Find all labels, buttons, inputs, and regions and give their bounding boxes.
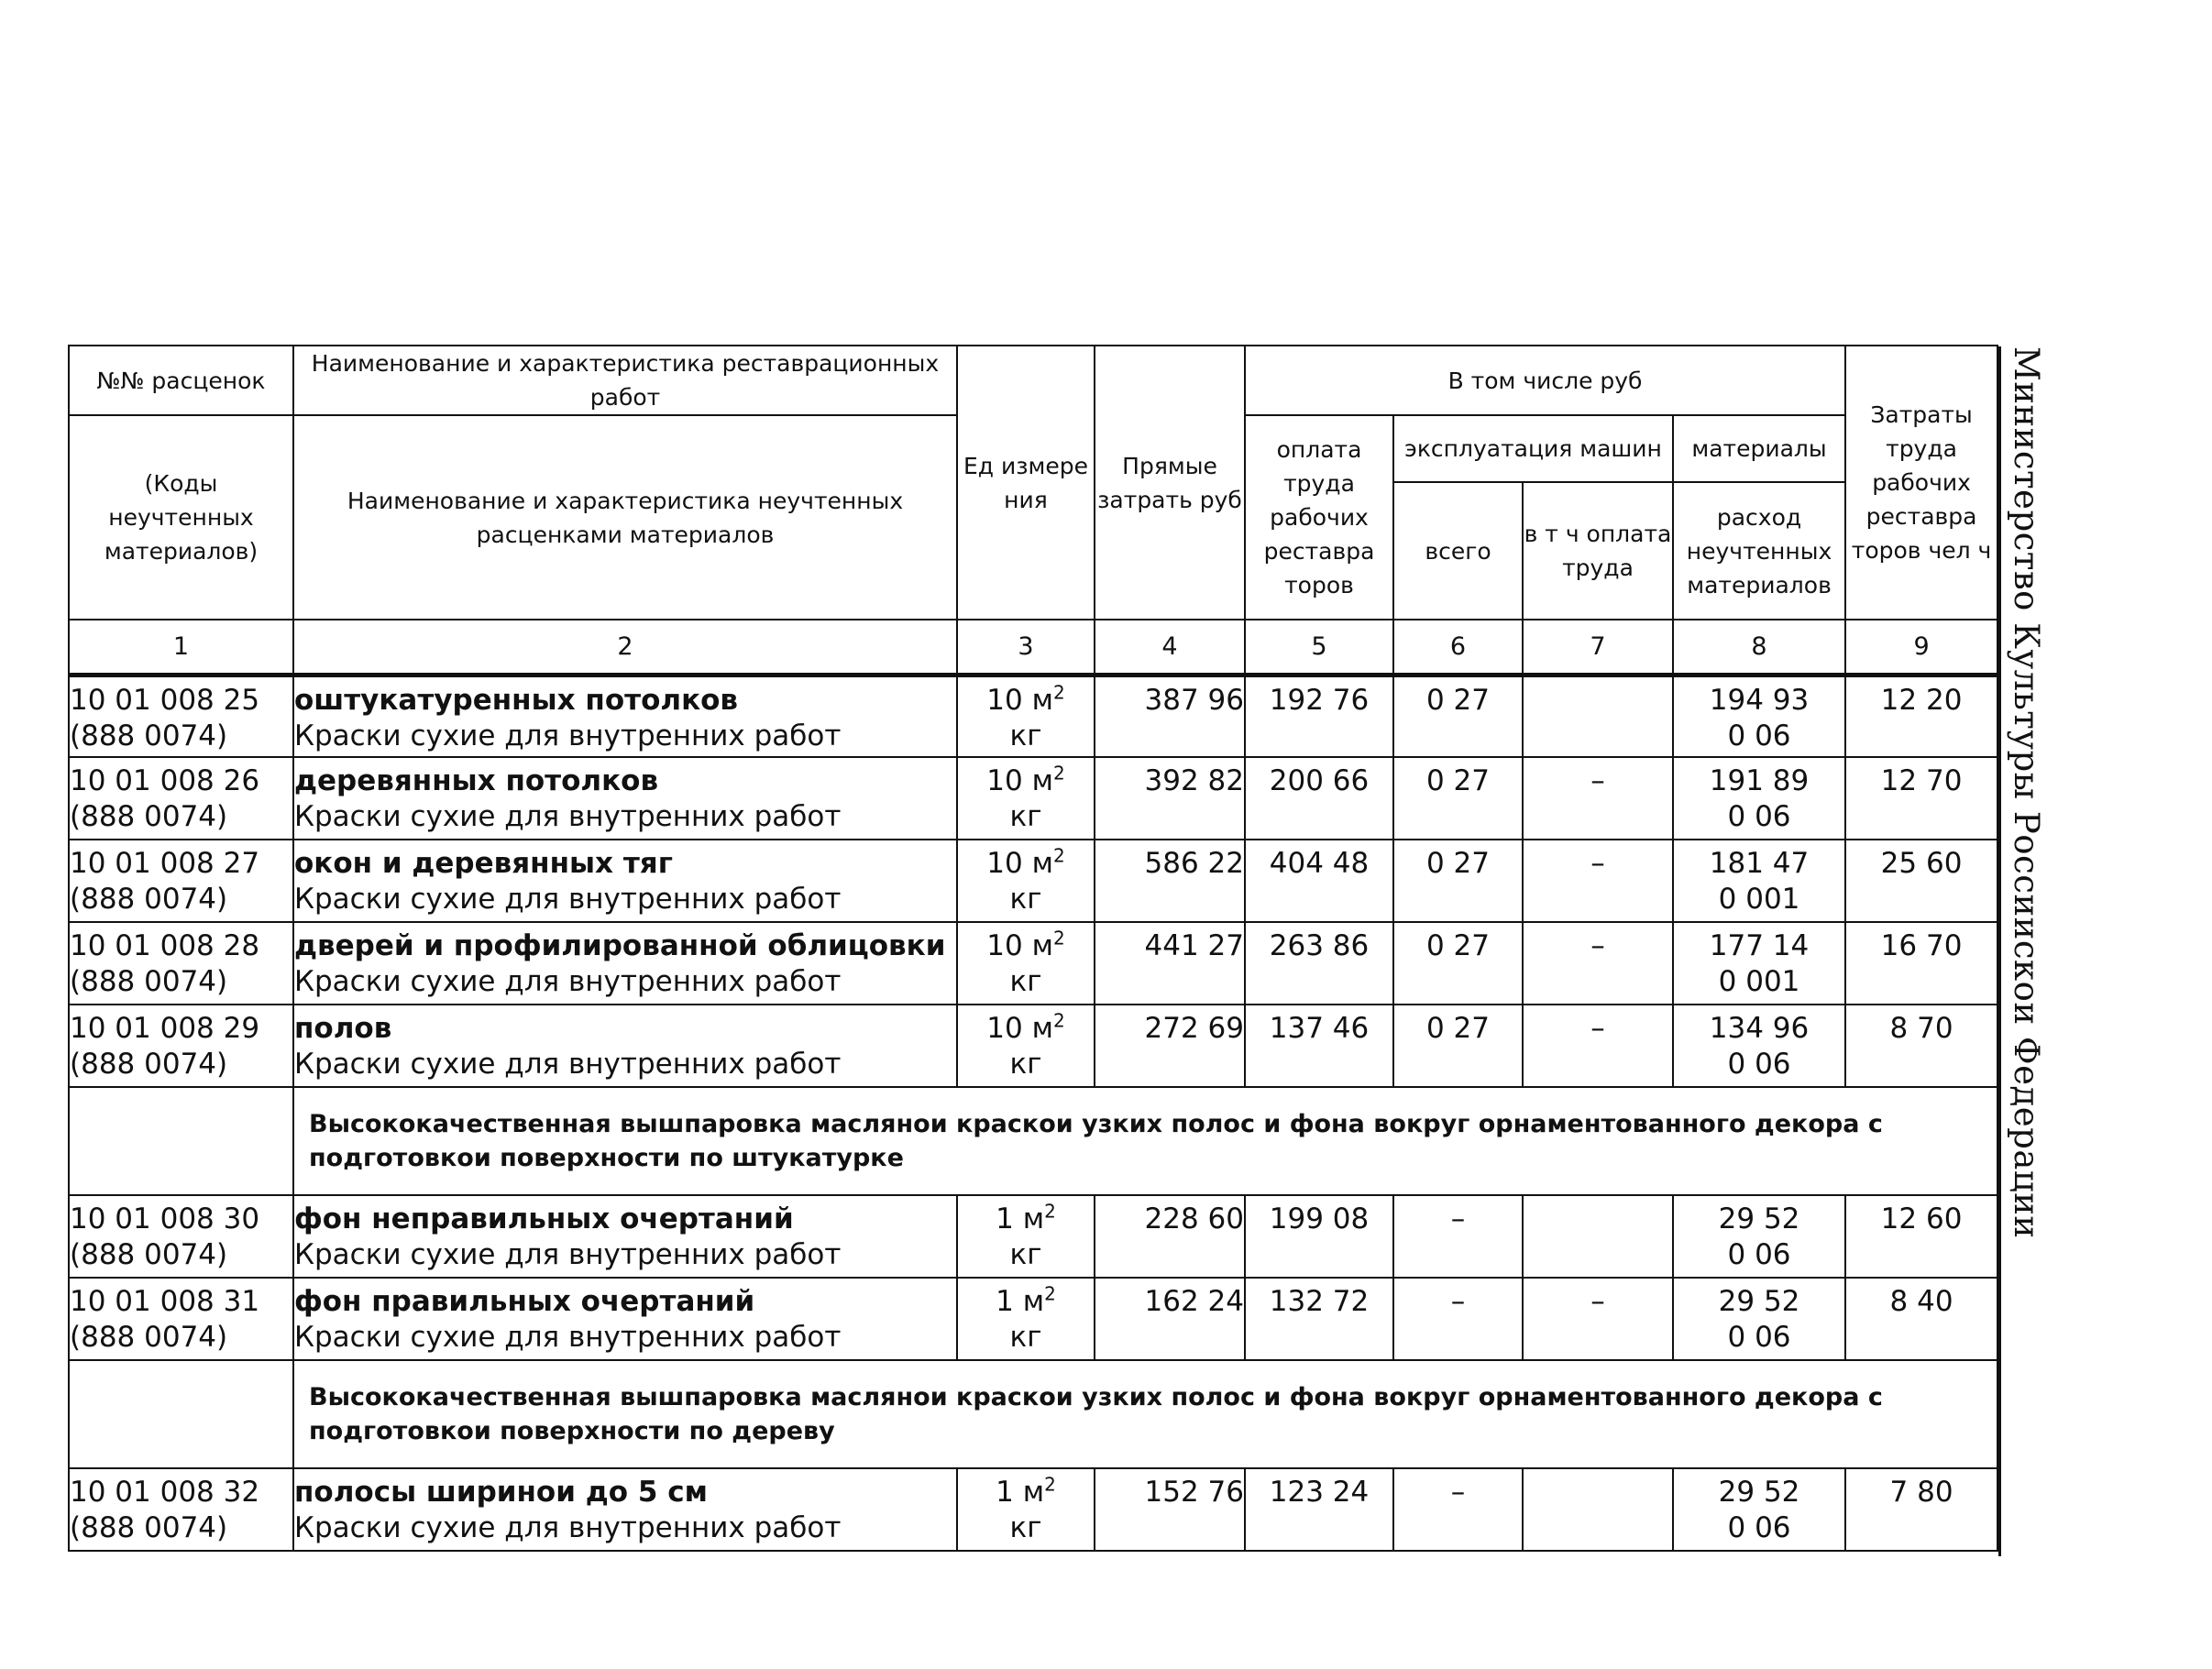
unit-cell (957, 1195, 1095, 1278)
header-material-code: (Коды неучтенных материалов) (69, 415, 293, 620)
machine-cost: – (1450, 1202, 1466, 1235)
column-number: 7 (1523, 620, 1673, 675)
material-name: Краски сухие для внутренних работ (294, 965, 842, 998)
materials-cost: 134 96 (1709, 1012, 1810, 1045)
section-row (69, 1087, 1997, 1195)
machine-labor-cell (1523, 840, 1673, 922)
material-code: (888 0074) (70, 800, 228, 833)
labor-cost-cell (1245, 1195, 1393, 1278)
side-title: Министерство Культуры Россиискои Федерации (2007, 346, 2046, 1239)
labor-hours: 8 70 (1889, 1012, 1953, 1045)
column-number: 6 (1393, 620, 1523, 675)
direct-cost: 392 82 (1144, 764, 1244, 797)
rate-code: 10 01 008 30 (70, 1202, 260, 1235)
header-material-name: Наименование и характеристика неучтенных расценками материалов (293, 415, 957, 620)
column-number: 8 (1673, 620, 1845, 675)
direct-cost-cell (1095, 1195, 1245, 1278)
unit-cell (957, 757, 1095, 840)
section-blank-cell (69, 1087, 293, 1195)
labor-cost: 404 48 (1269, 847, 1370, 880)
labor-cost: 137 46 (1269, 1012, 1370, 1045)
labor-cost: 199 08 (1269, 1202, 1370, 1235)
rate-code-cell (69, 757, 293, 840)
labor-hours-cell (1845, 840, 1997, 922)
labor-cost-cell (1245, 1468, 1393, 1551)
header-machines: эксплуатация машин (1393, 415, 1673, 482)
work-name: фон неправильных очертаний (294, 1202, 794, 1235)
material-code: (888 0074) (70, 965, 228, 998)
machine-labor-cell (1523, 757, 1673, 840)
labor-hours-cell (1845, 1005, 1997, 1087)
machine-cost-cell (1393, 1278, 1523, 1360)
direct-cost-cell (1095, 1278, 1245, 1360)
unit-exponent: 2 (1044, 1473, 1056, 1496)
labor-cost-cell (1245, 1005, 1393, 1087)
labor-cost: 123 24 (1269, 1476, 1370, 1509)
labor-hours-cell (1845, 675, 1997, 757)
work-name: полосы ширинои до 5 см (294, 1476, 708, 1509)
material-name: Краски сухие для внутренних работ (294, 1511, 842, 1544)
material-usage: 0 06 (1727, 1048, 1791, 1081)
material-usage: 0 001 (1718, 883, 1800, 916)
column-number: 2 (293, 620, 957, 675)
unit-cell (957, 840, 1095, 922)
labor-cost-cell (1245, 757, 1393, 840)
unit-cell (957, 1005, 1095, 1087)
labor-hours-cell (1845, 757, 1997, 840)
machine-labor: – (1590, 1285, 1605, 1318)
unit-cell (957, 922, 1095, 1005)
work-name: окон и деревянных тяг (294, 847, 673, 880)
header-unit: Ед измере ния (957, 346, 1095, 620)
material-usage: 0 06 (1727, 800, 1791, 833)
column-number: 4 (1095, 620, 1245, 675)
material-usage: 0 001 (1718, 965, 1800, 998)
materials-cell (1673, 1468, 1845, 1551)
direct-cost-cell (1095, 757, 1245, 840)
machine-cost: 0 27 (1425, 764, 1491, 797)
machine-labor-cell (1523, 1005, 1673, 1087)
materials-cell (1673, 1005, 1845, 1087)
rate-code-cell (69, 840, 293, 922)
material-code: (888 0074) (70, 883, 228, 916)
materials-cost: 177 14 (1709, 929, 1810, 962)
side-rule (1998, 346, 2001, 1556)
labor-hours-cell (1845, 922, 1997, 1005)
header-machines-total: всего (1393, 482, 1523, 620)
unit-exponent: 2 (1044, 1200, 1056, 1223)
machine-cost-cell (1393, 1195, 1523, 1278)
machine-labor-cell (1523, 1195, 1673, 1278)
labor-cost-cell (1245, 675, 1393, 757)
materials-cell (1673, 675, 1845, 757)
unit-exponent: 2 (1044, 1282, 1056, 1305)
machine-labor-cell (1523, 675, 1673, 757)
column-number: 9 (1845, 620, 1997, 675)
labor-cost: 132 72 (1269, 1285, 1370, 1318)
machine-labor-cell (1523, 1278, 1673, 1360)
work-name: полов (294, 1012, 392, 1045)
rate-code-cell (69, 1278, 293, 1360)
unit-exponent: 2 (1052, 844, 1065, 867)
column-number: 1 (69, 620, 293, 675)
machine-cost-cell (1393, 1005, 1523, 1087)
unit-exponent: 2 (1052, 681, 1065, 704)
table-row (69, 840, 1997, 922)
unit: 1 $м^2$ (996, 1200, 1056, 1235)
work-name-cell (293, 922, 957, 1005)
material-name: Краски сухие для внутренних работ (294, 719, 842, 752)
materials-cell (1673, 922, 1845, 1005)
direct-cost: 228 60 (1144, 1202, 1244, 1235)
work-name-cell (293, 1468, 957, 1551)
header-material-usage: расход неучтенных материалов (1673, 482, 1845, 620)
machine-cost-cell (1393, 757, 1523, 840)
machine-cost-cell (1393, 1468, 1523, 1551)
unit-cell (957, 1278, 1095, 1360)
direct-cost-cell (1095, 1468, 1245, 1551)
header-labor: оплата труда рабочих реставра торов (1245, 415, 1393, 620)
material-unit: кг (1009, 1048, 1042, 1081)
material-code: (888 0074) (70, 1321, 228, 1354)
rate-code-cell (69, 1468, 293, 1551)
material-unit: кг (1009, 800, 1042, 833)
labor-hours: 8 40 (1889, 1285, 1953, 1318)
labor-hours: 16 70 (1880, 929, 1963, 962)
materials-cost: 194 93 (1709, 683, 1810, 717)
machine-labor: – (1590, 764, 1605, 797)
materials-cost: 29 52 (1718, 1476, 1800, 1509)
rate-code-cell (69, 922, 293, 1005)
rate-code: 10 01 008 28 (70, 929, 260, 962)
rate-code-cell (69, 675, 293, 757)
machine-labor: – (1590, 1012, 1605, 1045)
machine-cost: 0 27 (1425, 847, 1491, 880)
direct-cost-cell (1095, 840, 1245, 922)
rate-code: 10 01 008 32 (70, 1476, 260, 1509)
direct-cost: 162 24 (1144, 1285, 1244, 1318)
work-name: деревянных потолков (294, 764, 659, 797)
labor-hours-cell (1845, 1278, 1997, 1360)
direct-cost: 272 69 (1144, 1012, 1244, 1045)
work-name-cell (293, 1005, 957, 1087)
material-code: (888 0074) (70, 1048, 228, 1081)
rates-table (68, 345, 1998, 1552)
labor-hours: 12 20 (1880, 683, 1963, 717)
direct-cost-cell (1095, 675, 1245, 757)
unit: 10 $м^2$ (986, 681, 1065, 717)
direct-cost: 441 27 (1144, 929, 1244, 962)
table-row (69, 1195, 1997, 1278)
header-machines-labor: в т ч оплата труда (1523, 482, 1673, 620)
unit: 10 $м^2$ (986, 1009, 1065, 1045)
section-heading: Высококачественная вышпаровка маслянои краскои узких полос и фона вокруг орнаментованного декора с подготовкои поверхности по дереву (293, 1360, 1997, 1468)
materials-cell (1673, 757, 1845, 840)
materials-cell (1673, 1278, 1845, 1360)
material-unit: кг (1009, 1321, 1042, 1354)
table-row (69, 675, 1997, 757)
work-name-cell (293, 1195, 957, 1278)
table-row (69, 922, 1997, 1005)
machine-labor-cell (1523, 922, 1673, 1005)
unit: 10 $м^2$ (986, 844, 1065, 880)
labor-hours: 12 60 (1880, 1202, 1963, 1235)
work-name-cell (293, 757, 957, 840)
materials-cost: 29 52 (1718, 1202, 1800, 1235)
header-direct: Прямые затрать руб (1095, 346, 1245, 620)
unit: 10 $м^2$ (986, 762, 1065, 797)
material-name: Краски сухие для внутренних работ (294, 1048, 842, 1081)
materials-cost: 29 52 (1718, 1285, 1800, 1318)
unit-exponent: 2 (1052, 1009, 1065, 1032)
direct-cost: 152 76 (1144, 1476, 1244, 1509)
work-name: оштукатуренных потолков (294, 683, 739, 717)
material-unit: кг (1009, 965, 1042, 998)
column-number: 5 (1245, 620, 1393, 675)
work-name-cell (293, 840, 957, 922)
material-unit: кг (1009, 719, 1042, 752)
unit: 1 $м^2$ (996, 1282, 1056, 1318)
table-row (69, 1005, 1997, 1087)
work-name: дверей и профилированной облицовки (294, 929, 946, 962)
material-unit: кг (1009, 1238, 1042, 1271)
header-materials: материалы (1673, 415, 1845, 482)
material-usage: 0 06 (1727, 1511, 1791, 1544)
direct-cost-cell (1095, 1005, 1245, 1087)
machine-cost: 0 27 (1425, 929, 1491, 962)
column-number: 3 (957, 620, 1095, 675)
section-heading: Высококачественная вышпаровка маслянои краскои узких полос и фона вокруг орнаментованного декора с подготовкои поверхности по штукатурке (293, 1087, 1997, 1195)
material-usage: 0 06 (1727, 1238, 1791, 1271)
rate-code: 10 01 008 27 (70, 847, 260, 880)
labor-hours: 12 70 (1880, 764, 1963, 797)
labor-cost: 263 86 (1269, 929, 1370, 962)
labor-cost-cell (1245, 840, 1393, 922)
materials-cell (1673, 840, 1845, 922)
machine-labor: – (1590, 847, 1605, 880)
unit-cell (957, 675, 1095, 757)
work-name-cell (293, 675, 957, 757)
material-name: Краски сухие для внутренних работ (294, 1238, 842, 1271)
material-code: (888 0074) (70, 1238, 228, 1271)
material-unit: кг (1009, 1511, 1042, 1544)
unit: 1 $м^2$ (996, 1473, 1056, 1509)
work-name: фон правильных очертаний (294, 1285, 755, 1318)
material-usage: 0 06 (1727, 719, 1791, 752)
machine-cost: – (1450, 1476, 1466, 1509)
labor-cost: 200 66 (1269, 764, 1370, 797)
materials-cost: 181 47 (1709, 847, 1810, 880)
rate-code: 10 01 008 31 (70, 1285, 260, 1318)
header-name: Наименование и характеристика реставрационных работ (293, 346, 957, 415)
materials-cell (1673, 1195, 1845, 1278)
rate-code: 10 01 008 29 (70, 1012, 260, 1045)
table-row (69, 1278, 1997, 1360)
machine-labor: – (1590, 929, 1605, 962)
direct-cost-cell (1095, 922, 1245, 1005)
material-name: Краски сухие для внутренних работ (294, 800, 842, 833)
section-blank-cell (69, 1360, 293, 1468)
labor-hours: 25 60 (1880, 847, 1963, 880)
material-code: (888 0074) (70, 719, 228, 752)
header-code: №№ расценок (69, 346, 293, 415)
labor-hours-cell (1845, 1468, 1997, 1551)
rate-code: 10 01 008 25 (70, 683, 260, 717)
unit-exponent: 2 (1052, 762, 1065, 785)
rate-code-cell (69, 1005, 293, 1087)
unit-exponent: 2 (1052, 927, 1065, 950)
labor-hours-cell (1845, 1195, 1997, 1278)
machine-labor-cell (1523, 1468, 1673, 1551)
rate-code: 10 01 008 26 (70, 764, 260, 797)
unit: 10 $м^2$ (986, 927, 1065, 962)
material-usage: 0 06 (1727, 1321, 1791, 1354)
column-numbers-row (69, 620, 1997, 675)
machine-cost-cell (1393, 675, 1523, 757)
direct-cost: 586 22 (1144, 847, 1244, 880)
labor-cost-cell (1245, 922, 1393, 1005)
direct-cost: 387 96 (1144, 683, 1244, 717)
materials-cost: 191 89 (1709, 764, 1810, 797)
machine-cost-cell (1393, 840, 1523, 922)
machine-cost: 0 27 (1425, 1012, 1491, 1045)
material-name: Краски сухие для внутренних работ (294, 1321, 842, 1354)
section-row (69, 1360, 1997, 1468)
material-unit: кг (1009, 883, 1042, 916)
material-name: Краски сухие для внутренних работ (294, 883, 842, 916)
header-group: В том числе руб (1245, 346, 1845, 415)
machine-cost: – (1450, 1285, 1466, 1318)
work-name-cell (293, 1278, 957, 1360)
labor-hours: 7 80 (1889, 1476, 1953, 1509)
rate-code-cell (69, 1195, 293, 1278)
labor-cost-cell (1245, 1278, 1393, 1360)
unit-cell (957, 1468, 1095, 1551)
header-hours: Затраты труда рабочих реставра торов чел ч (1845, 346, 1997, 620)
table-row (69, 1468, 1997, 1551)
machine-cost-cell (1393, 922, 1523, 1005)
material-code: (888 0074) (70, 1511, 228, 1544)
labor-cost: 192 76 (1269, 683, 1370, 717)
machine-cost: 0 27 (1425, 683, 1491, 717)
table-row (69, 757, 1997, 840)
